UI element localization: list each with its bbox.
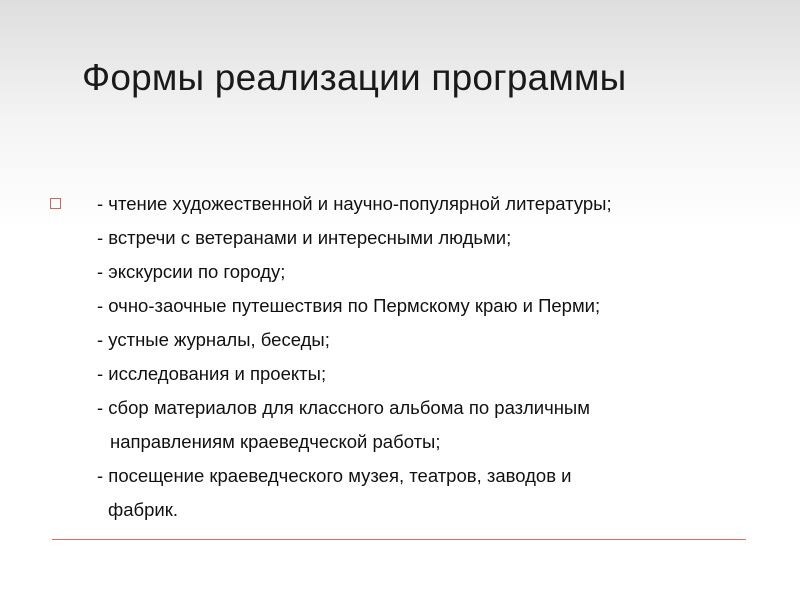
list-item: - сбор материалов для классного альбома по различным (97, 397, 590, 418)
list-item-continuation: фабрик. (108, 499, 178, 520)
list-item-continuation: направлениям краеведческой работы; (110, 431, 441, 452)
list-item: - очно-заочные путешествия по Пермскому краю и Перми; (97, 295, 601, 316)
slide-title: Формы реализации программы (82, 57, 627, 98)
list-item: - исследования и проекты; (97, 363, 327, 384)
list-item: - устные журналы, беседы; (97, 329, 330, 350)
hollow-square-icon (50, 198, 61, 209)
list-item: - посещение краеведческого музея, театров, заводов и (97, 465, 572, 486)
list-item: - экскурсии по городу; (97, 261, 286, 282)
list-item: - встречи с ветеранами и интересными людьми; (97, 227, 512, 248)
list-item: - чтение художественной и научно-популярной литературы; (97, 193, 612, 214)
footer-divider (52, 539, 746, 540)
